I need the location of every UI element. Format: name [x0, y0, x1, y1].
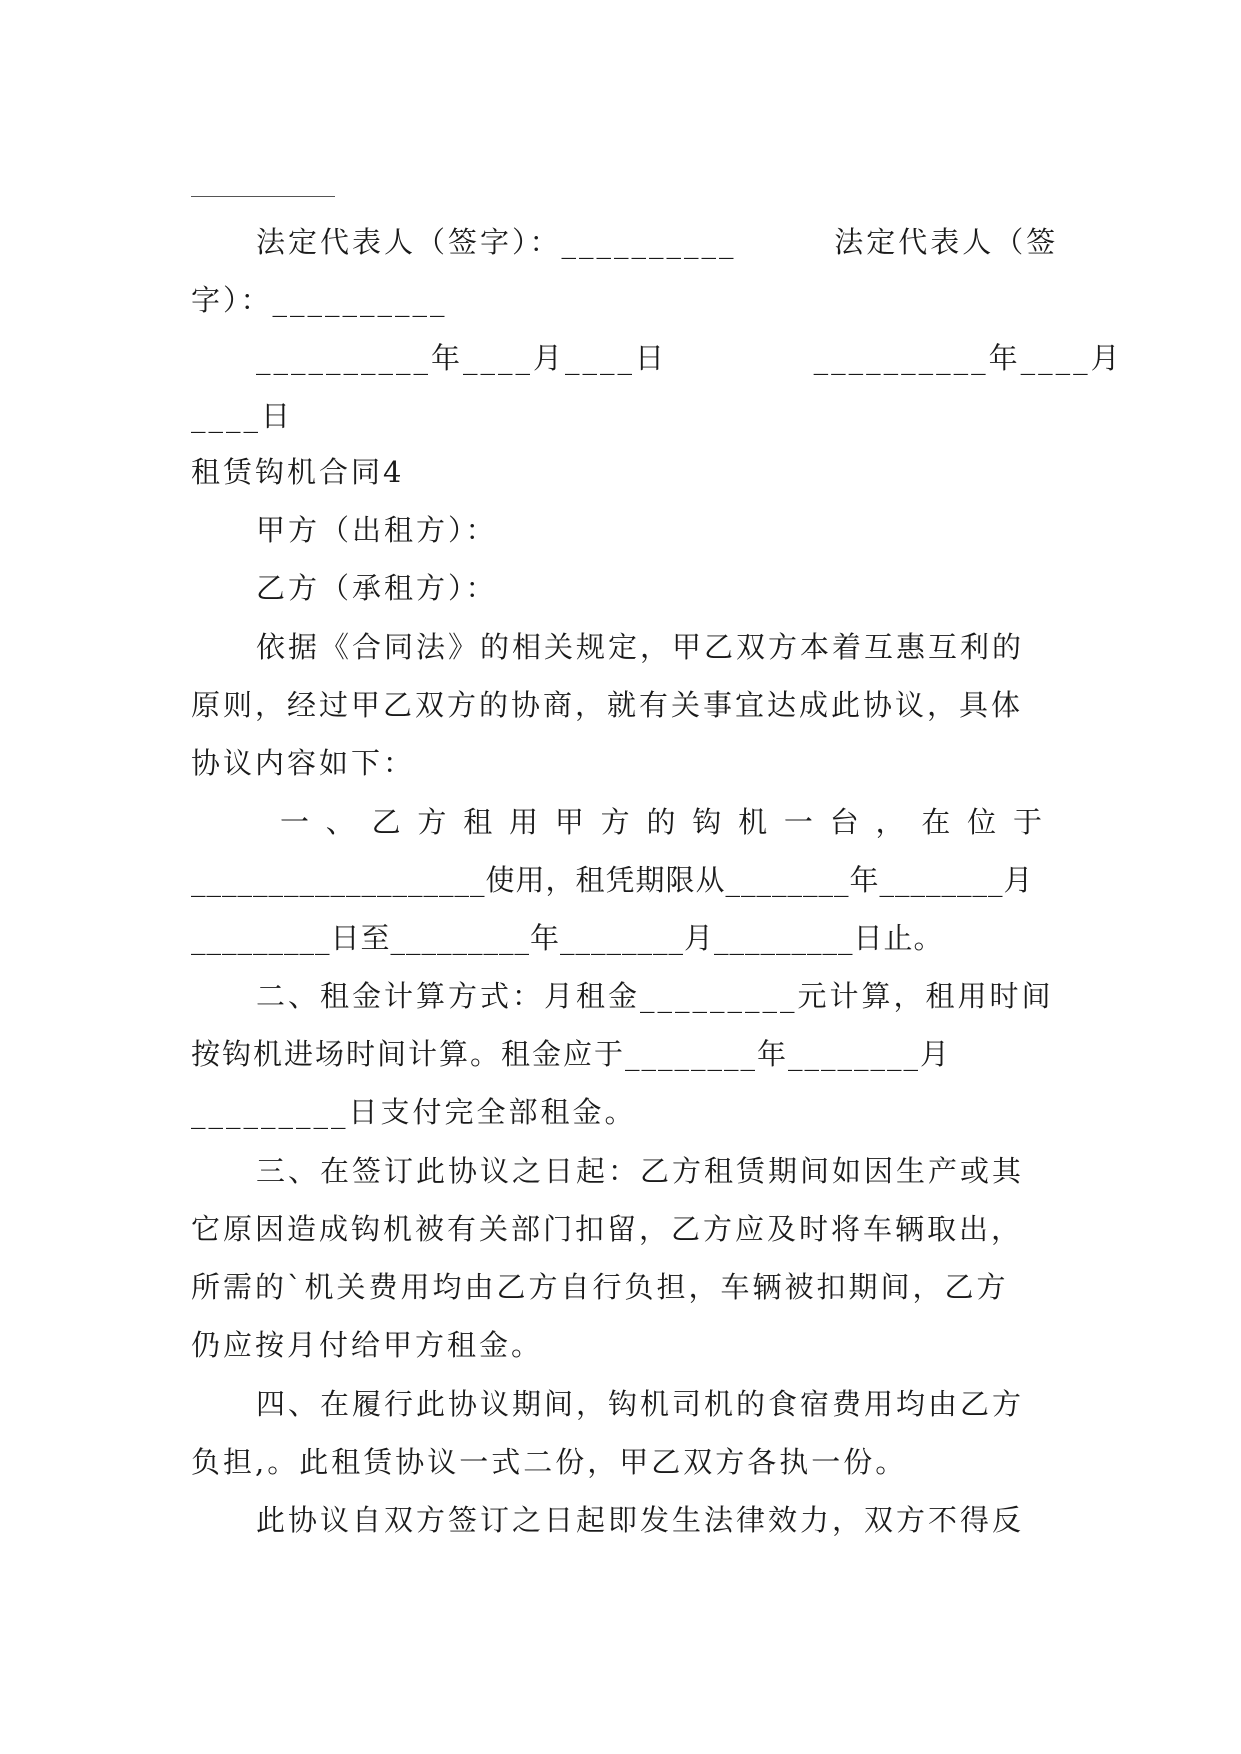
clause-3-line-4: 仍应按月付给甲方租金。 — [191, 1328, 544, 1362]
effect-clause-line-1: 此协议自双方签订之日起即发生法律效力，双方不得反 — [256, 1503, 1025, 1537]
party-a: 甲方（出租方）： — [256, 513, 498, 547]
clause-4-line-1: 四、在履行此协议期间，钩机司机的食宿费用均由乙方 — [256, 1387, 1025, 1421]
clause-1-line-2: ___________________使用，租凭期限从________年________月 — [191, 863, 1034, 897]
date-line-cont: ____日 — [191, 399, 294, 433]
preamble-line-1: 依据《合同法》的相关规定，甲乙双方本着互惠互利的 — [256, 630, 1025, 664]
signature-underline — [191, 196, 335, 197]
date-line: __________年____月____日 __________年____月 — [256, 341, 1123, 375]
clause-3-line-3: 所需的`机关费用均由乙方自行负担，车辆被扣期间，乙方 — [191, 1270, 1009, 1304]
preamble-line-2: 原则，经过甲乙双方的协商，就有关事宜达成此协议，具体 — [191, 688, 1024, 722]
clause-1-line-1: 一 、 乙 方 租 用 甲 方 的 钩 机 一 台 ， 在 位 于 — [280, 805, 1045, 839]
clause-3-line-1: 三、在签订此协议之日起：乙方租赁期间如因生产或其 — [256, 1154, 1025, 1188]
legal-rep-signature-line: 法定代表人（签字）：__________ 法定代表人（签 — [256, 225, 1059, 259]
clause-2-line-3: _________日支付完全部租金。 — [191, 1095, 637, 1129]
contract-title: 租赁钩机合同4 — [191, 455, 405, 489]
clause-3-line-2: 它原因造成钩机被有关部门扣留，乙方应及时将车辆取出， — [191, 1212, 1024, 1246]
clause-4-line-2: 负担,。此租赁协议一式二份，甲乙双方各执一份。 — [191, 1445, 908, 1479]
clause-2-line-1: 二、租金计算方式：月租金_________元计算，租用时间 — [256, 979, 1054, 1013]
preamble-line-3: 协议内容如下： — [191, 746, 416, 780]
clause-2-line-2: 按钩机进场时间计算。租金应于________年________月 — [191, 1037, 952, 1071]
clause-1-line-3: _________日至_________年________月_________日止。 — [191, 921, 944, 955]
party-b: 乙方（承租方）： — [256, 571, 498, 605]
legal-rep-signature-line-cont: 字）：__________ — [191, 283, 448, 317]
